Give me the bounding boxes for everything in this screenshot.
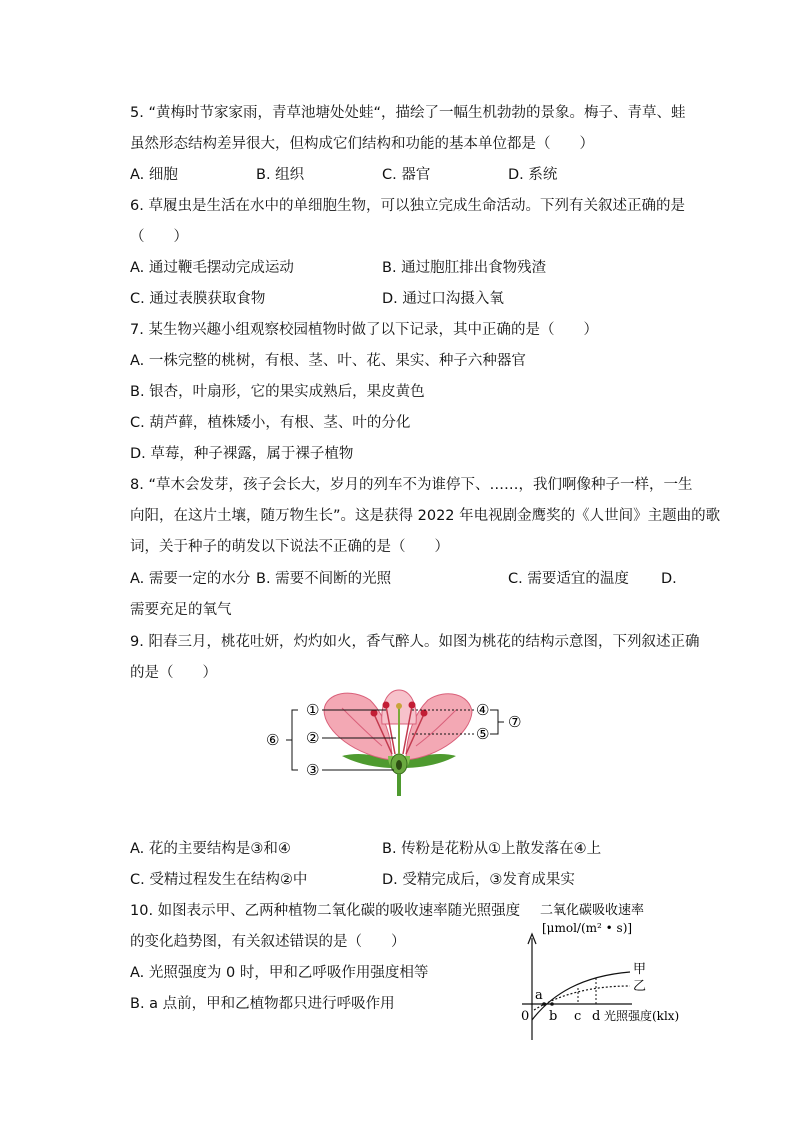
q9-option-b[interactable]: B. 传粉是花粉从①上散发落在④上 bbox=[382, 841, 602, 857]
graph-curve-label-jia: 甲 bbox=[633, 962, 647, 977]
q10-option-b[interactable]: B. a 点前，甲和乙植物都只进行呼吸作用 bbox=[130, 996, 395, 1012]
q9-stem-line2: 的是（ ） bbox=[130, 665, 217, 681]
q9-option-c[interactable]: C. 受精过程发生在结构②中 bbox=[130, 872, 308, 888]
q6-stem-line2: （ ） bbox=[130, 229, 188, 245]
graph-x-title: 光照强度(klx) bbox=[604, 1009, 680, 1023]
q10-stem-line1: 10. 如图表示甲、乙两种植物二氧化碳的吸收速率随光照强度 bbox=[130, 903, 521, 919]
q5-option-b[interactable]: B. 组织 bbox=[256, 167, 305, 183]
bracket-6 bbox=[286, 710, 298, 770]
q5-option-c[interactable]: C. 器官 bbox=[382, 167, 431, 183]
graph-label-d: d bbox=[592, 1009, 601, 1024]
q5-option-d[interactable]: D. 系统 bbox=[508, 167, 558, 183]
bracket-7 bbox=[490, 710, 504, 734]
graph-curve-label-yi: 乙 bbox=[633, 979, 647, 994]
q8-option-d[interactable]: D. bbox=[661, 571, 677, 587]
q5-option-a[interactable]: A. 细胞 bbox=[130, 167, 178, 183]
q8-option-d-text[interactable]: 需要充足的氧气 bbox=[130, 602, 232, 618]
q10-option-a[interactable]: A. 光照强度为 0 时，甲和乙呼吸作用强度相等 bbox=[130, 965, 429, 981]
graph-origin-label: 0 bbox=[521, 1009, 530, 1024]
graph-label-c: c bbox=[574, 1009, 582, 1024]
label-6: ⑥ bbox=[266, 731, 280, 749]
anther bbox=[409, 702, 416, 709]
q8-option-a[interactable]: A. 需要一定的水分 bbox=[130, 571, 251, 587]
q6-stem-line1: 6. 草履虫是生活在水中的单细胞生物，可以独立完成生命活动。下列有关叙述正确的是 bbox=[130, 198, 685, 214]
q9-option-a[interactable]: A. 花的主要结构是③和④ bbox=[130, 841, 291, 857]
anther bbox=[371, 710, 378, 717]
q6-option-b[interactable]: B. 通过胞肛排出食物残渣 bbox=[382, 260, 547, 276]
q7-option-a[interactable]: A. 一株完整的桃树，有根、茎、叶、花、果实、种子六种器官 bbox=[130, 353, 526, 369]
peach-flower-diagram bbox=[262, 684, 534, 802]
label-1: ① bbox=[306, 701, 320, 719]
q5-stem-line2: 虽然形态结构差异很大，但构成它们结构和功能的基本单位都是（ ） bbox=[130, 136, 594, 152]
anther bbox=[421, 710, 428, 717]
q5-stem-line1: 5. “黄梅时节家家雨，青草池塘处处蛙“，描绘了一幅生机勃勃的景象。梅子、青草、蛙 bbox=[130, 105, 686, 121]
graph-curve-yi bbox=[534, 986, 630, 1010]
label-5: ⑤ bbox=[476, 725, 490, 743]
q7-stem: 7. 某生物兴趣小组观察校园植物时做了以下记录，其中正确的是（ ） bbox=[130, 322, 598, 338]
stigma bbox=[396, 703, 402, 709]
label-2: ② bbox=[306, 729, 320, 747]
graph-y-title: 二氧化碳吸收速率 bbox=[540, 903, 645, 918]
q6-option-d[interactable]: D. 通过口沟摄入氧 bbox=[382, 291, 504, 307]
graph-label-b: b bbox=[549, 1009, 558, 1024]
q6-option-a[interactable]: A. 通过鞭毛摆动完成运动 bbox=[130, 260, 294, 276]
petal-left bbox=[324, 693, 392, 760]
q7-option-b[interactable]: B. 银杏，叶扇形，它的果实成熟后，果皮黄色 bbox=[130, 384, 425, 400]
ovule bbox=[396, 760, 402, 770]
q8-stem-line2: 向阳，在这片土壤，随万物生长”。这是获得 2022 年电视剧金鹰奖的《人世间》主题曲的歌 bbox=[130, 508, 721, 524]
q7-option-c[interactable]: C. 葫芦藓，植株矮小，有根、茎、叶的分化 bbox=[130, 415, 411, 431]
q8-option-c[interactable]: C. 需要适宜的温度 bbox=[508, 571, 629, 587]
q10-stem-line2: 的变化趋势图，有关叙述错误的是（ ） bbox=[130, 934, 406, 950]
q8-option-b[interactable]: B. 需要不间断的光照 bbox=[256, 571, 392, 587]
graph-label-a: a bbox=[535, 988, 543, 1003]
graph-point-b bbox=[550, 1002, 554, 1006]
label-7: ⑦ bbox=[508, 713, 522, 731]
q9-option-d[interactable]: D. 受精完成后，③发育成果实 bbox=[382, 872, 575, 888]
q6-option-c[interactable]: C. 通过表膜获取食物 bbox=[130, 291, 266, 307]
q9-stem-line1: 9. 阳春三月，桃花吐妍，灼灼如火，香气醉人。如图为桃花的结构示意图，下列叙述正确 bbox=[130, 634, 700, 650]
q7-option-d[interactable]: D. 草莓，种子裸露，属于裸子植物 bbox=[130, 446, 354, 462]
label-3: ③ bbox=[306, 761, 320, 779]
anther bbox=[383, 702, 390, 709]
graph-y-unit: [μmol/(m² • s)] bbox=[542, 921, 633, 935]
co2-absorption-graph bbox=[512, 898, 696, 1044]
label-4: ④ bbox=[476, 701, 490, 719]
q8-stem-line1: 8. “草木会发芽，孩子会长大，岁月的列车不为谁停下、……，我们啊像种子一样，一生 bbox=[130, 477, 693, 493]
q8-stem-line3: 词，关于种子的萌发以下说法不正确的是（ ） bbox=[130, 539, 449, 555]
